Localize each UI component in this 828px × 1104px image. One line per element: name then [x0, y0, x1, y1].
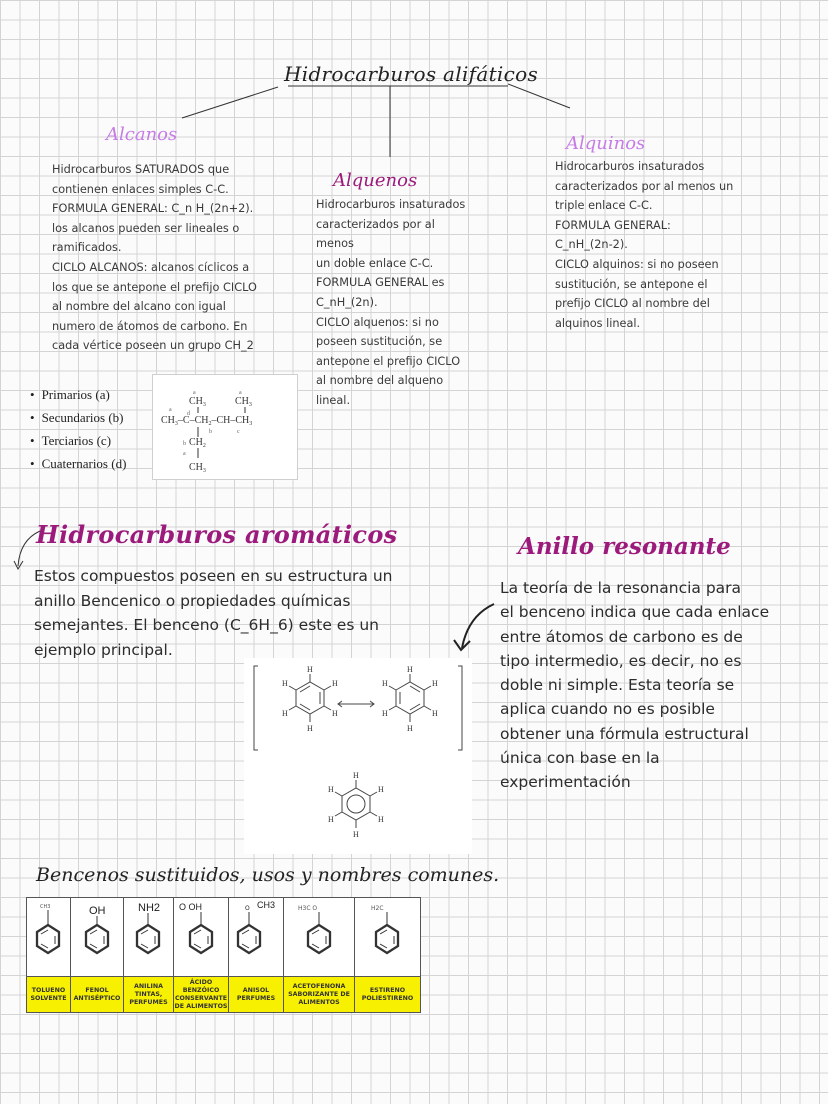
anisole-cell	[229, 898, 284, 977]
alquinos-text: Hidrocarburos insaturados caracterizados por al menos un triple enlace C-C. FORMULA GENERAL: C_nH_(2n-2). CICLO alquinos: si no poseen sustitución, se antepone el prefijo CICLO al nombre del alquinos lineal.	[555, 160, 734, 330]
anillo-heading: Anillo resonante	[518, 533, 731, 560]
carbon-types-list	[30, 383, 148, 475]
svg-text:CH3: CH3	[257, 900, 276, 910]
branched-alkane-image	[152, 374, 298, 480]
acetophenone-label: ACETOFENONA SABORIZANTE DE ALIMENTOS	[284, 977, 355, 1013]
svg-text:H: H	[307, 724, 313, 733]
svg-text:b: b	[209, 429, 212, 435]
svg-text:c: c	[237, 429, 240, 435]
benzoic-acid-cell	[174, 898, 229, 977]
svg-text:H: H	[307, 665, 313, 674]
alquenos-heading: Alquenos	[333, 170, 418, 191]
svg-text:a: a	[239, 390, 242, 396]
svg-text:H: H	[332, 709, 338, 718]
svg-text:d: d	[187, 411, 190, 417]
svg-text:H: H	[328, 815, 334, 824]
benzene-resonance-image	[244, 658, 472, 854]
svg-text:H3C O: H3C O	[298, 905, 318, 912]
list-item: • Cuaternarios (d)	[30, 452, 148, 475]
list-item: • Secundarios (b)	[30, 406, 148, 429]
list-item: • Primarios (a)	[30, 383, 148, 406]
svg-text:H: H	[282, 709, 288, 718]
svg-text:H: H	[407, 665, 413, 674]
toluene-label: TOLUENO SOLVENTE	[27, 977, 71, 1013]
svg-text:OH: OH	[89, 905, 106, 917]
anillo-text: La teoría de la resonancia para el benceno indica que cada enlace entre átomos de carbono es de tipo intermedio, es decir, no es doble ni simple. Esta teoría se aplica cuando no es posible obtener una fórmula estructural única con base en la experimentación	[500, 579, 770, 792]
svg-text:CH3: $CH_3$	[189, 462, 206, 474]
svg-text:CH2: $CH_2$	[189, 437, 206, 449]
alcanos-text: Hidrocarburos SATURADOS que contienen enlaces simples C-C. FORMULA GENERAL: C_n H_(2n+2). los alcanos pueden ser lineales o ramificados. CICLO ALCANOS: alcanos cíclicos a los que se antepone el prefijo CICLO al nombre del alcano con igual numero de átomos de carbono. En cada vértice poseen un grupo CH_2	[52, 163, 257, 353]
alcanos-heading: Alcanos	[106, 124, 178, 145]
styrene-label: ESTIRENO POLIESTIRENO	[355, 977, 421, 1013]
svg-text:H: H	[382, 679, 388, 688]
svg-text:H: H	[378, 785, 384, 794]
acetophenone-cell	[284, 898, 355, 977]
svg-text:CH3: $CH_3$	[235, 396, 252, 408]
svg-text:CH3–C–CH2–CH–CH3: $CH_3-C-CH_2-CH-CH_3$	[161, 415, 253, 427]
aniline-label: ANILINA TINTAS, PERFUMES	[124, 977, 174, 1013]
svg-text:H: H	[353, 771, 359, 780]
bencenos-heading: Bencenos sustituidos, usos y nombres comunes.	[36, 864, 500, 886]
svg-text:CH3: $CH_3$	[189, 396, 206, 408]
aniline-cell	[124, 898, 174, 977]
benzene-resonance-structure	[244, 658, 472, 854]
substituted-benzenes-table	[26, 897, 421, 1013]
svg-text:H: H	[353, 830, 359, 839]
svg-text:a: a	[169, 407, 172, 413]
benzoic-acid-label: ÁCIDO BENZÓICO CONSERVANTE DE ALIMENTOS	[174, 977, 229, 1013]
svg-text:NH2: NH2	[138, 902, 161, 914]
aromaticos-text: Estos compuestos poseen en su estructura un anillo Bencenico o propiedades químicas semejantes. El benceno (C_6H_6) este es un ejemplo principal.	[34, 567, 393, 659]
svg-text:CH3: CH3	[40, 904, 51, 910]
phenol-cell	[71, 898, 124, 977]
svg-text:H: H	[282, 679, 288, 688]
list-item: • Terciarios (c)	[30, 429, 148, 452]
svg-text:O: O	[245, 905, 250, 912]
svg-text:b: b	[183, 441, 186, 447]
phenol-label: FENOL ANTISÉPTICO	[71, 977, 124, 1013]
styrene-cell	[355, 898, 421, 977]
branched-alkane-structure	[153, 375, 297, 479]
aromaticos-heading: Hidrocarburos aromáticos	[36, 520, 398, 549]
carbon-types-panel	[30, 383, 148, 475]
svg-text:H: H	[432, 679, 438, 688]
svg-text:H: H	[382, 709, 388, 718]
page-title: Hidrocarburos alifáticos	[284, 62, 539, 86]
svg-text:H: H	[378, 815, 384, 824]
svg-text:a: a	[183, 451, 186, 457]
anisole-label: ANISOL PERFUMES	[229, 977, 284, 1013]
svg-text:H: H	[432, 709, 438, 718]
label-a: a	[193, 390, 196, 396]
bencenos-table	[26, 897, 421, 1013]
svg-text:O OH: O OH	[179, 902, 203, 912]
svg-text:H: H	[332, 679, 338, 688]
svg-text:H2C: H2C	[371, 905, 384, 912]
svg-text:H: H	[328, 785, 334, 794]
alquenos-text: Hidrocarburos insaturados caracterizados por al menos un doble enlace C-C. FORMULA GENERAL es C_nH_(2n). CICLO alquenos: si no poseen sustitución, se antepone el prefijo CICLO al nombre del alqueno lineal.	[316, 198, 466, 407]
svg-text:H: H	[407, 724, 413, 733]
toluene-cell	[27, 898, 71, 977]
alquinos-heading: Alquinos	[566, 133, 646, 154]
